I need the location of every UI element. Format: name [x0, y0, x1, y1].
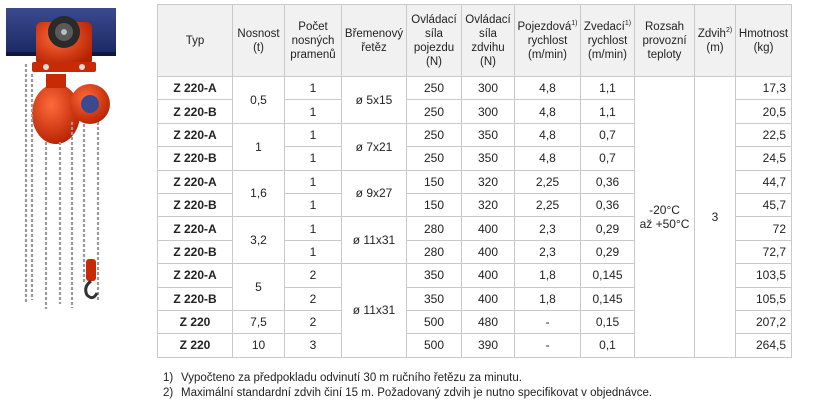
- cell-sila-pojezdu: 500: [407, 334, 462, 357]
- cell-pojezdova: 2,25: [515, 193, 581, 216]
- cell-hmotnost: 24,5: [736, 147, 792, 170]
- cell-sila-pojezdu: 500: [407, 310, 462, 333]
- cell-typ: Z 220-A: [158, 217, 233, 240]
- cell-sila-pojezdu: 250: [407, 100, 462, 123]
- cell-teploty: -20°C až +50°C: [635, 77, 695, 358]
- cell-sila-pojezdu: 280: [407, 217, 462, 240]
- cell-sila-zdvihu: 350: [462, 147, 515, 170]
- cell-typ: Z 220-B: [158, 147, 233, 170]
- cell-nosnost: 10: [233, 334, 285, 357]
- footnote-text: Vypočteno za předpokladu odvinutí 30 m ručního řetězu za minutu.: [181, 372, 522, 384]
- cell-pojezdova: 4,8: [515, 100, 581, 123]
- cell-zvedaci: 0,36: [581, 193, 635, 216]
- cell-sila-zdvihu: 320: [462, 193, 515, 216]
- header-zdvih: Zdvih$^{2)}$ (m): [695, 5, 736, 77]
- cell-retez: ø 7x21: [342, 123, 407, 170]
- header-hmotnost: Hmotnost (kg): [736, 5, 792, 77]
- cell-pramenu: 3: [285, 334, 342, 357]
- cell-retez: ø 11x31: [342, 264, 407, 358]
- header-nosnost: Nosnost (t): [233, 5, 285, 77]
- cell-sila-pojezdu: 150: [407, 193, 462, 216]
- header-typ: Typ: [158, 5, 233, 77]
- cell-nosnost: 5: [233, 264, 285, 311]
- cell-pramenu: 1: [285, 147, 342, 170]
- header-zvedaci-rychlost: Zvedací$^{1)}$ rychlost (m/min): [581, 5, 635, 77]
- cell-zvedaci: 1,1: [581, 100, 635, 123]
- cell-zvedaci: 0,15: [581, 310, 635, 333]
- cell-typ: Z 220-B: [158, 193, 233, 216]
- cell-typ: Z 220: [158, 310, 233, 333]
- cell-sila-pojezdu: 250: [407, 147, 462, 170]
- cell-pojezdova: 4,8: [515, 147, 581, 170]
- table-row: [158, 77, 792, 100]
- cell-sila-zdvihu: 320: [462, 170, 515, 193]
- cell-pramenu: 2: [285, 287, 342, 310]
- cell-pojezdova: 4,8: [515, 123, 581, 146]
- cell-pramenu: 2: [285, 310, 342, 333]
- cell-hmotnost: 264,5: [736, 334, 792, 357]
- cell-sila-pojezdu: 280: [407, 240, 462, 263]
- cell-zvedaci: 0,7: [581, 147, 635, 170]
- header-pojezdova-rychlost: Pojezdová$^{1)}$ rychlost (m/min): [515, 5, 581, 77]
- cell-hmotnost: 45,7: [736, 193, 792, 216]
- cell-sila-pojezdu: 150: [407, 170, 462, 193]
- cell-pramenu: 1: [285, 240, 342, 263]
- cell-nosnost: 1,6: [233, 170, 285, 217]
- cell-zvedaci: 0,145: [581, 264, 635, 287]
- cell-pramenu: 1: [285, 193, 342, 216]
- cell-pramenu: 2: [285, 264, 342, 287]
- cell-hmotnost: 72: [736, 217, 792, 240]
- cell-hmotnost: 20,5: [736, 100, 792, 123]
- cell-zdvih: 3: [695, 77, 736, 358]
- cell-retez: ø 9x27: [342, 170, 407, 217]
- footnotes: [163, 371, 652, 401]
- chain-hoist-photo: [6, 4, 116, 314]
- cell-nosnost: 3,2: [233, 217, 285, 264]
- cell-typ: Z 220-B: [158, 100, 233, 123]
- cell-sila-zdvihu: 400: [462, 264, 515, 287]
- cell-sila-zdvihu: 400: [462, 240, 515, 263]
- cell-sila-zdvihu: 400: [462, 217, 515, 240]
- cell-zvedaci: 0,1: [581, 334, 635, 357]
- footnote: [163, 386, 652, 401]
- header-retez: Břemenový řetěz: [342, 5, 407, 77]
- cell-typ: Z 220: [158, 334, 233, 357]
- cell-pojezdova: 4,8: [515, 77, 581, 100]
- cell-retez: ø 11x31: [342, 217, 407, 264]
- specification-table: [157, 4, 792, 358]
- cell-typ: Z 220-B: [158, 287, 233, 310]
- footnote-number: 1): [163, 372, 174, 384]
- cell-nosnost: 1: [233, 123, 285, 170]
- cell-sila-zdvihu: 390: [462, 334, 515, 357]
- cell-hmotnost: 207,2: [736, 310, 792, 333]
- cell-pojezdova: 2,25: [515, 170, 581, 193]
- cell-pramenu: 1: [285, 123, 342, 146]
- cell-pramenu: 1: [285, 170, 342, 193]
- cell-sila-zdvihu: 350: [462, 123, 515, 146]
- header-teploty: Rozsah provozní teploty: [635, 5, 695, 77]
- cell-typ: Z 220-A: [158, 123, 233, 146]
- cell-sila-zdvihu: 480: [462, 310, 515, 333]
- cell-typ: Z 220-A: [158, 264, 233, 287]
- cell-typ: Z 220-B: [158, 240, 233, 263]
- cell-pramenu: 1: [285, 217, 342, 240]
- cell-sila-pojezdu: 250: [407, 123, 462, 146]
- cell-pramenu: 1: [285, 100, 342, 123]
- cell-zvedaci: 0,7: [581, 123, 635, 146]
- footnote-number: 2): [163, 387, 174, 399]
- cell-pramenu: 1: [285, 77, 342, 100]
- cell-hmotnost: 72,7: [736, 240, 792, 263]
- cell-nosnost: 7,5: [233, 310, 285, 333]
- cell-zvedaci: 0,29: [581, 217, 635, 240]
- cell-nosnost: 0,5: [233, 77, 285, 124]
- footnote-text: Maximální standardní zdvih činí 15 m. Požadovaný zdvih je nutno specifikovat v objednávce.: [181, 387, 653, 399]
- cell-sila-pojezdu: 350: [407, 264, 462, 287]
- header-pramenu: Počet nosných pramenů: [285, 5, 342, 77]
- cell-zvedaci: 0,145: [581, 287, 635, 310]
- cell-sila-zdvihu: 300: [462, 100, 515, 123]
- cell-retez: ø 5x15: [342, 77, 407, 124]
- cell-sila-pojezdu: 250: [407, 77, 462, 100]
- footnote: [163, 371, 652, 386]
- cell-typ: Z 220-A: [158, 170, 233, 193]
- cell-hmotnost: 105,5: [736, 287, 792, 310]
- cell-typ: Z 220-A: [158, 77, 233, 100]
- cell-pojezdova: 2,3: [515, 240, 581, 263]
- cell-pojezdova: -: [515, 334, 581, 357]
- cell-sila-pojezdu: 350: [407, 287, 462, 310]
- cell-zvedaci: 0,29: [581, 240, 635, 263]
- cell-pojezdova: 2,3: [515, 217, 581, 240]
- cell-hmotnost: 103,5: [736, 264, 792, 287]
- table-header-row: [158, 5, 792, 77]
- cell-sila-zdvihu: 400: [462, 287, 515, 310]
- cell-pojezdova: 1,8: [515, 264, 581, 287]
- cell-pojezdova: 1,8: [515, 287, 581, 310]
- cell-hmotnost: 22,5: [736, 123, 792, 146]
- cell-sila-zdvihu: 300: [462, 77, 515, 100]
- header-sila-pojezdu: Ovládací síla pojezdu (N): [407, 5, 462, 77]
- cell-hmotnost: 44,7: [736, 170, 792, 193]
- header-sila-zdvihu: Ovládací síla zdvihu (N): [462, 5, 515, 77]
- cell-hmotnost: 17,3: [736, 77, 792, 100]
- cell-pojezdova: -: [515, 310, 581, 333]
- cell-zvedaci: 1,1: [581, 77, 635, 100]
- cell-zvedaci: 0,36: [581, 170, 635, 193]
